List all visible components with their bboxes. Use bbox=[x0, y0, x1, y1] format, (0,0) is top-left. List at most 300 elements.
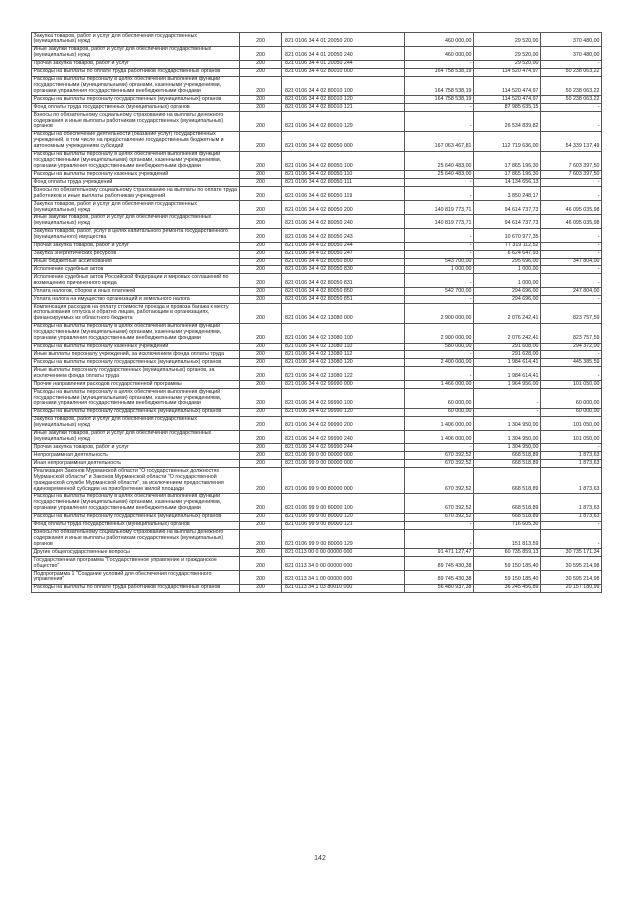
row-executed-amount: 1 000,00 bbox=[474, 274, 541, 288]
table-row bbox=[32, 250, 602, 258]
row-name: Расходы на выплаты персоналу государственных (муниципальных) органов bbox=[32, 96, 240, 104]
row-executed-amount: 2 076 242,41 bbox=[474, 304, 541, 324]
row-unexecuted-amount: - bbox=[541, 444, 602, 452]
row-classification-code: 821 0106 34 4 02 80050 240 bbox=[282, 214, 405, 228]
row-classification-code: 821 0106 99 9 00 80000 100 bbox=[282, 493, 405, 513]
table-row bbox=[32, 493, 602, 513]
row-approved-amount: 1 406 000,00 bbox=[405, 430, 474, 444]
row-classification-code: 821 0106 99 9 00 80000 000 bbox=[282, 468, 405, 494]
row-executed-amount: 114 520 474,97 bbox=[474, 96, 541, 104]
row-classification-code: 821 0106 34 4 02 13080 110 bbox=[282, 343, 405, 351]
row-code: 200 bbox=[240, 250, 282, 258]
row-name: Расходы на выплаты персоналу в целях обеспечения выполнения функций государственными (муниципальными) органами, казенными учреждениями, органами управления государственными внебюджетными фондами bbox=[32, 389, 240, 409]
row-code: 200 bbox=[240, 584, 282, 592]
table-row bbox=[32, 46, 602, 60]
row-classification-code: 821 0106 34 4 02 80050 243 bbox=[282, 228, 405, 242]
row-classification-code: 821 0106 34 4 02 80050 000 bbox=[282, 131, 405, 151]
row-code: 200 bbox=[240, 367, 282, 381]
row-name: Иные выплаты персоналу государственных (муниципальных) органов, за исключением фонда оплаты труда bbox=[32, 367, 240, 381]
row-classification-code: 821 0113 34 0 00 00000 000 bbox=[282, 557, 405, 571]
row-name: Расходы на выплаты персоналу казенных учреждений bbox=[32, 171, 240, 179]
table-row bbox=[32, 112, 602, 132]
table-row bbox=[32, 549, 602, 557]
row-unexecuted-amount: 1 873,63 bbox=[541, 452, 602, 460]
row-approved-amount: 60 000,00 bbox=[405, 389, 474, 409]
row-unexecuted-amount: 7 603 397,50 bbox=[541, 171, 602, 179]
row-unexecuted-amount: 1 873,63 bbox=[541, 513, 602, 521]
table-row bbox=[32, 68, 602, 76]
row-approved-amount: - bbox=[405, 274, 474, 288]
row-approved-amount: 140 819 773,71 bbox=[405, 201, 474, 215]
table-row bbox=[32, 351, 602, 359]
row-classification-code: 821 0106 34 4 02 80050 800 bbox=[282, 258, 405, 266]
row-code: 200 bbox=[240, 242, 282, 250]
row-executed-amount: 294 696,00 bbox=[474, 288, 541, 296]
row-approved-amount: 56 480 937,38 bbox=[405, 584, 474, 592]
row-code: 200 bbox=[240, 323, 282, 343]
row-name: Фонд оплаты труда учреждений bbox=[32, 179, 240, 187]
row-code: 200 bbox=[240, 416, 282, 430]
row-approved-amount: 1 466 000,00 bbox=[405, 381, 474, 389]
row-name: Иные бюджетные ассигнования bbox=[32, 258, 240, 266]
row-code: 200 bbox=[240, 493, 282, 513]
row-name: Закупка энергетических ресурсов bbox=[32, 250, 240, 258]
row-executed-amount: 17 865 196,30 bbox=[474, 151, 541, 171]
row-executed-amount: 3 850 248,17 bbox=[474, 187, 541, 201]
row-code: 200 bbox=[240, 228, 282, 242]
row-unexecuted-amount: 50 238 063,22 bbox=[541, 68, 602, 76]
table-row bbox=[32, 288, 602, 296]
row-classification-code: 821 0106 34 4 02 99990 120 bbox=[282, 408, 405, 416]
row-unexecuted-amount: 1 873,63 bbox=[541, 493, 602, 513]
row-name: Исполнение судебных актов Российской Федерации и мировых соглашений по возмещению причиненного вреда bbox=[32, 274, 240, 288]
row-classification-code: 821 0106 99 9 00 80000 121 bbox=[282, 521, 405, 529]
table-row bbox=[32, 258, 602, 266]
row-unexecuted-amount: 101 050,00 bbox=[541, 381, 602, 389]
row-executed-amount: 668 518,89 bbox=[474, 513, 541, 521]
row-name: Уплата налога на имущество организаций и земельного налога bbox=[32, 296, 240, 304]
row-name: Закупка товаров, работ и услуг для обеспечения государственных (муниципальных) нужд bbox=[32, 416, 240, 430]
row-unexecuted-amount: 370 480,00 bbox=[541, 46, 602, 60]
row-executed-amount: 26 534 839,82 bbox=[474, 112, 541, 132]
row-code: 200 bbox=[240, 513, 282, 521]
table-row bbox=[32, 242, 602, 250]
row-name: Прочая закупка товаров, работ и услуг bbox=[32, 60, 240, 68]
row-executed-amount: 291 608,00 bbox=[474, 343, 541, 351]
row-classification-code: 821 0106 34 4 02 80050 851 bbox=[282, 296, 405, 304]
row-name: Расходы на выплаты персоналу в целях обеспечения выполнения функций государственными (муниципальными) органами, казенными учреждениями, органами управления государственными внебюджетными фондами bbox=[32, 323, 240, 343]
row-unexecuted-amount: - bbox=[541, 179, 602, 187]
table-row bbox=[32, 151, 602, 171]
row-unexecuted-amount: 54 339 137,49 bbox=[541, 131, 602, 151]
row-code: 200 bbox=[240, 549, 282, 557]
row-executed-amount: 668 518,89 bbox=[474, 460, 541, 468]
row-executed-amount: 77 319 112,52 bbox=[474, 242, 541, 250]
row-classification-code: 821 0106 34 4 02 80010 120 bbox=[282, 96, 405, 104]
row-code: 200 bbox=[240, 343, 282, 351]
row-approved-amount: - bbox=[405, 351, 474, 359]
row-name: Иные выплаты персоналу учреждений, за исключением фонда оплаты труда bbox=[32, 351, 240, 359]
row-unexecuted-amount: 60 000,00 bbox=[541, 408, 602, 416]
row-approved-amount: - bbox=[405, 187, 474, 201]
table-row bbox=[32, 201, 602, 215]
row-classification-code: 821 0106 34 4 02 80050 247 bbox=[282, 250, 405, 258]
row-code: 200 bbox=[240, 60, 282, 68]
row-approved-amount: 542 700,00 bbox=[405, 288, 474, 296]
row-unexecuted-amount: - bbox=[541, 112, 602, 132]
row-classification-code: 821 0106 34 4 01 20050 200 bbox=[282, 33, 405, 47]
table-row bbox=[32, 430, 602, 444]
row-classification-code: 821 0106 34 4 02 99990 000 bbox=[282, 381, 405, 389]
row-executed-amount: 29 520,00 bbox=[474, 60, 541, 68]
row-classification-code: 821 0106 34 4 02 80050 100 bbox=[282, 151, 405, 171]
row-approved-amount: 164 758 538,19 bbox=[405, 96, 474, 104]
row-name: Фонд оплаты труда государственных (муниципальных) органов bbox=[32, 521, 240, 529]
row-name: Фонд оплаты труда государственных (муниципальных) органов bbox=[32, 104, 240, 112]
table-row bbox=[32, 76, 602, 96]
row-classification-code: 821 0113 34 1 00 00000 000 bbox=[282, 571, 405, 585]
row-approved-amount: 1 000,00 bbox=[405, 266, 474, 274]
row-classification-code: 821 0106 34 4 02 80050 110 bbox=[282, 171, 405, 179]
row-unexecuted-amount: 247 804,00 bbox=[541, 288, 602, 296]
row-executed-amount: - bbox=[474, 389, 541, 409]
row-code: 200 bbox=[240, 33, 282, 47]
row-code: 200 bbox=[240, 187, 282, 201]
row-code: 200 bbox=[240, 288, 282, 296]
row-classification-code: 821 0106 34 4 01 20050 244 bbox=[282, 60, 405, 68]
row-unexecuted-amount: 347 804,00 bbox=[541, 258, 602, 266]
row-unexecuted-amount: 30 595 214,98 bbox=[541, 557, 602, 571]
table-row bbox=[32, 521, 602, 529]
row-approved-amount: 25 640 483,00 bbox=[405, 151, 474, 171]
row-unexecuted-amount: - bbox=[541, 351, 602, 359]
row-approved-amount: - bbox=[405, 60, 474, 68]
row-executed-amount: 94 614 737,73 bbox=[474, 201, 541, 215]
row-name: Прочие направления расходов государственной программы bbox=[32, 381, 240, 389]
row-approved-amount: 670 392,52 bbox=[405, 468, 474, 494]
row-approved-amount: - bbox=[405, 367, 474, 381]
row-classification-code: 821 0106 34 4 02 13080 000 bbox=[282, 304, 405, 324]
row-approved-amount: - bbox=[405, 250, 474, 258]
table-row bbox=[32, 408, 602, 416]
row-unexecuted-amount: - bbox=[541, 266, 602, 274]
row-name: Реализация Законов Мурманской области "О государственных должностях Мурманской области" и Законов Мурманской области "О государственной гражданской службе Мурманской области", за исключением предоставления единовременной субсидии на приобретение жилой площади bbox=[32, 468, 240, 494]
row-code: 200 bbox=[240, 444, 282, 452]
row-executed-amount: 716 605,30 bbox=[474, 521, 541, 529]
row-code: 200 bbox=[240, 521, 282, 529]
row-code: 200 bbox=[240, 296, 282, 304]
row-approved-amount: 91 471 127,47 bbox=[405, 549, 474, 557]
row-approved-amount: - bbox=[405, 444, 474, 452]
row-approved-amount: 460 000,00 bbox=[405, 46, 474, 60]
row-name: Расходы на выплаты по оплате труда работников государственных органов bbox=[32, 68, 240, 76]
row-unexecuted-amount: 7 603 397,50 bbox=[541, 151, 602, 171]
row-approved-amount: 2 400 000,00 bbox=[405, 359, 474, 367]
row-approved-amount: - bbox=[405, 104, 474, 112]
row-unexecuted-amount: - bbox=[541, 274, 602, 288]
row-name: Расходы на выплаты персоналу государственных (муниципальных) органов bbox=[32, 513, 240, 521]
row-name: Взносы по обязательному социальному страхованию на выплаты денежного содержания и иные выплаты работникам государственных (муниципальных) органов bbox=[32, 112, 240, 132]
row-name: Уплата налогов, сборов и иных платежей bbox=[32, 288, 240, 296]
table-row bbox=[32, 323, 602, 343]
row-classification-code: 821 0106 34 4 02 13080 100 bbox=[282, 323, 405, 343]
row-unexecuted-amount: - bbox=[541, 529, 602, 549]
row-code: 200 bbox=[240, 214, 282, 228]
table-row bbox=[32, 179, 602, 187]
row-approved-amount: 60 000,00 bbox=[405, 408, 474, 416]
row-unexecuted-amount: 294 372,00 bbox=[541, 343, 602, 351]
table-row bbox=[32, 214, 602, 228]
row-unexecuted-amount: - bbox=[541, 242, 602, 250]
row-approved-amount: - bbox=[405, 228, 474, 242]
row-code: 200 bbox=[240, 381, 282, 389]
row-unexecuted-amount: 46 095 035,98 bbox=[541, 201, 602, 215]
row-classification-code: 821 0106 34 4 02 80050 830 bbox=[282, 266, 405, 274]
table-row bbox=[32, 381, 602, 389]
row-executed-amount: 291 628,00 bbox=[474, 351, 541, 359]
row-name: Расходы на выплаты персоналу казенных учреждений bbox=[32, 343, 240, 351]
row-approved-amount: 580 000,00 bbox=[405, 343, 474, 351]
row-executed-amount: 294 696,00 bbox=[474, 296, 541, 304]
row-approved-amount: 1 406 000,00 bbox=[405, 416, 474, 430]
row-unexecuted-amount: 20 157 180,99 bbox=[541, 584, 602, 592]
row-classification-code: 821 0106 34 4 02 80050 850 bbox=[282, 288, 405, 296]
row-executed-amount: 14 134 656,13 bbox=[474, 179, 541, 187]
row-executed-amount: 94 614 737,73 bbox=[474, 214, 541, 228]
row-classification-code: 821 0106 99 9 00 80000 129 bbox=[282, 529, 405, 549]
row-classification-code: 821 0106 34 4 02 99990 244 bbox=[282, 444, 405, 452]
row-approved-amount: - bbox=[405, 179, 474, 187]
row-name: Непрограммная деятельность bbox=[32, 452, 240, 460]
row-name: Расходы на выплаты персоналу в целях обеспечения выполнения функций государственными (муниципальными) органами, казенными учреждениями, органами управления государственными внебюджетными фондами bbox=[32, 76, 240, 96]
row-executed-amount: 36 245 456,89 bbox=[474, 584, 541, 592]
row-executed-amount: 1 984 614,41 bbox=[474, 359, 541, 367]
row-executed-amount: 59 150 185,40 bbox=[474, 571, 541, 585]
table-row bbox=[32, 131, 602, 151]
row-unexecuted-amount: 823 757,59 bbox=[541, 304, 602, 324]
row-approved-amount: - bbox=[405, 112, 474, 132]
row-code: 200 bbox=[240, 46, 282, 60]
row-name: Взносы по обязательному социальному страхованию на выплаты денежного содержания и иные выплаты работникам государственных (муниципальных) органов bbox=[32, 529, 240, 549]
table-row bbox=[32, 444, 602, 452]
row-unexecuted-amount: 60 000,00 bbox=[541, 389, 602, 409]
row-classification-code: 821 0106 34 4 02 80010 121 bbox=[282, 104, 405, 112]
row-approved-amount: 89 745 430,38 bbox=[405, 571, 474, 585]
row-name: Другие общегосударственные вопросы bbox=[32, 549, 240, 557]
row-executed-amount: 668 518,89 bbox=[474, 468, 541, 494]
row-unexecuted-amount: - bbox=[541, 104, 602, 112]
row-approved-amount: 670 392,52 bbox=[405, 513, 474, 521]
table-row bbox=[32, 367, 602, 381]
table-row bbox=[32, 571, 602, 585]
row-executed-amount: 1 964 956,00 bbox=[474, 381, 541, 389]
row-code: 200 bbox=[240, 304, 282, 324]
row-name: Иные закупки товаров, работ и услуг для обеспечения государственных (муниципальных) нужд bbox=[32, 430, 240, 444]
table-body bbox=[32, 33, 602, 593]
row-code: 200 bbox=[240, 151, 282, 171]
row-code: 200 bbox=[240, 529, 282, 549]
row-code: 200 bbox=[240, 571, 282, 585]
row-code: 200 bbox=[240, 258, 282, 266]
budget-execution-table bbox=[31, 32, 602, 593]
row-approved-amount: 2 900 000,00 bbox=[405, 304, 474, 324]
row-classification-code: 821 0106 34 4 02 99990 200 bbox=[282, 416, 405, 430]
row-approved-amount: 164 758 538,19 bbox=[405, 76, 474, 96]
row-name: Исполнение судебных актов bbox=[32, 266, 240, 274]
row-classification-code: 821 0106 34 4 01 20050 240 bbox=[282, 46, 405, 60]
row-code: 200 bbox=[240, 430, 282, 444]
row-unexecuted-amount: - bbox=[541, 228, 602, 242]
row-classification-code: 821 0106 34 4 02 80050 831 bbox=[282, 274, 405, 288]
row-name: Закупка товаров, работ, услуг в целях капитального ремонта государственного (муниципального) имущества bbox=[32, 228, 240, 242]
row-unexecuted-amount: 101 050,00 bbox=[541, 430, 602, 444]
row-unexecuted-amount: - bbox=[541, 521, 602, 529]
row-executed-amount: 1 000,00 bbox=[474, 266, 541, 274]
row-unexecuted-amount: - bbox=[541, 250, 602, 258]
row-code: 200 bbox=[240, 131, 282, 151]
table-row bbox=[32, 584, 602, 592]
table-row bbox=[32, 557, 602, 571]
row-classification-code: 821 0106 34 4 02 80050 200 bbox=[282, 201, 405, 215]
row-code: 200 bbox=[240, 201, 282, 215]
row-name: Расходы на выплаты по оплате труда работников государственных органов bbox=[32, 584, 240, 592]
row-executed-amount: 1 304 950,00 bbox=[474, 416, 541, 430]
table-row bbox=[32, 416, 602, 430]
table-row bbox=[32, 452, 602, 460]
row-classification-code: 821 0106 34 4 02 80050 119 bbox=[282, 187, 405, 201]
row-executed-amount: 2 076 242,41 bbox=[474, 323, 541, 343]
row-name: Расходы на обеспечение деятельности (оказание услуг) государственных учреждений, в том числе на предоставление государственным бюджетным и автономным учреждениям субсидий bbox=[32, 131, 240, 151]
row-approved-amount: 670 392,52 bbox=[405, 460, 474, 468]
table-row bbox=[32, 33, 602, 47]
row-code: 200 bbox=[240, 557, 282, 571]
row-code: 200 bbox=[240, 96, 282, 104]
row-executed-amount: 29 520,00 bbox=[474, 46, 541, 60]
row-approved-amount: 167 063 467,81 bbox=[405, 131, 474, 151]
row-name: Расходы на выплаты персоналу в целях обеспечения выполнения функций государственными (муниципальными) органами, казенными учреждениями, органами управления государственными внебюджетными фондами bbox=[32, 151, 240, 171]
row-name: Компенсация расходов на оплату стоимости проезда и провоза багажа к месту использования отпуска и обратно лицам, работающим в организациях, финансируемых из областного бюджета bbox=[32, 304, 240, 324]
row-code: 200 bbox=[240, 76, 282, 96]
row-unexecuted-amount: 445 385,59 bbox=[541, 359, 602, 367]
row-code: 200 bbox=[240, 68, 282, 76]
row-code: 200 bbox=[240, 359, 282, 367]
row-approved-amount: 543 700,00 bbox=[405, 258, 474, 266]
table-row bbox=[32, 274, 602, 288]
table-row bbox=[32, 296, 602, 304]
row-name: Расходы на выплаты персоналу государственных (муниципальных) органов bbox=[32, 408, 240, 416]
table-row bbox=[32, 529, 602, 549]
row-classification-code: 821 0106 34 4 02 80010 000 bbox=[282, 68, 405, 76]
row-code: 200 bbox=[240, 274, 282, 288]
row-executed-amount: 151 813,59 bbox=[474, 529, 541, 549]
row-approved-amount: - bbox=[405, 529, 474, 549]
row-executed-amount: 295 696,00 bbox=[474, 258, 541, 266]
row-name: Иная непрограммная деятельность bbox=[32, 460, 240, 468]
row-classification-code: 821 0106 34 4 02 99990 240 bbox=[282, 430, 405, 444]
row-executed-amount: 87 985 635,15 bbox=[474, 104, 541, 112]
row-approved-amount: 140 819 773,71 bbox=[405, 214, 474, 228]
row-code: 200 bbox=[240, 408, 282, 416]
table-row bbox=[32, 171, 602, 179]
table-row bbox=[32, 304, 602, 324]
table-row bbox=[32, 96, 602, 104]
row-classification-code: 821 0106 34 4 02 13080 122 bbox=[282, 367, 405, 381]
row-approved-amount: 164 758 538,19 bbox=[405, 68, 474, 76]
row-name: Закупка товаров, работ и услуг для обеспечения государственных (муниципальных) нужд bbox=[32, 201, 240, 215]
row-executed-amount: 59 150 185,40 bbox=[474, 557, 541, 571]
row-name: Прочая закупка товаров, работ и услуг bbox=[32, 242, 240, 250]
row-name: Взносы по обязательному социальному страхованию на выплаты по оплате труда работников и иные выплаты работникам учреждений bbox=[32, 187, 240, 201]
row-executed-amount: 1 304 950,00 bbox=[474, 444, 541, 452]
table-row bbox=[32, 359, 602, 367]
row-executed-amount: 6 624 647,93 bbox=[474, 250, 541, 258]
row-approved-amount: - bbox=[405, 296, 474, 304]
row-approved-amount: - bbox=[405, 521, 474, 529]
row-classification-code: 821 0113 00 0 00 00000 000 bbox=[282, 549, 405, 557]
table-row bbox=[32, 228, 602, 242]
row-classification-code: 821 0106 99 9 00 00000 000 bbox=[282, 460, 405, 468]
row-code: 200 bbox=[240, 389, 282, 409]
row-unexecuted-amount: - bbox=[541, 296, 602, 304]
row-code: 200 bbox=[240, 460, 282, 468]
row-name: Расходы на выплаты персоналу в целях обеспечения выполнения функций государственными (муниципальными) органами, казенными учреждениями, органами управления государственными внебюджетными фондами bbox=[32, 493, 240, 513]
row-classification-code: 821 0106 34 4 02 80010 100 bbox=[282, 76, 405, 96]
row-executed-amount: 1 304 950,00 bbox=[474, 430, 541, 444]
row-code: 200 bbox=[240, 452, 282, 460]
row-code: 200 bbox=[240, 104, 282, 112]
row-name: Прочая закупка товаров, работ и услуг bbox=[32, 444, 240, 452]
row-executed-amount: - bbox=[474, 408, 541, 416]
row-approved-amount: - bbox=[405, 242, 474, 250]
row-unexecuted-amount: 1 873,63 bbox=[541, 468, 602, 494]
row-code: 200 bbox=[240, 171, 282, 179]
row-approved-amount: 25 640 483,00 bbox=[405, 171, 474, 179]
row-executed-amount: 10 670 977,35 bbox=[474, 228, 541, 242]
row-classification-code: 821 0106 34 4 02 80050 244 bbox=[282, 242, 405, 250]
row-name: Закупка товаров, работ и услуг для обеспечения государственных (муниципальных) нужд bbox=[32, 33, 240, 47]
row-classification-code: 821 0106 34 4 02 99990 100 bbox=[282, 389, 405, 409]
row-classification-code: 821 0113 34 1 03 80010 000 bbox=[282, 584, 405, 592]
row-classification-code: 821 0106 34 4 02 80050 111 bbox=[282, 179, 405, 187]
row-classification-code: 821 0106 34 4 02 80010 129 bbox=[282, 112, 405, 132]
row-unexecuted-amount: 823 757,59 bbox=[541, 323, 602, 343]
row-executed-amount: 114 520 474,97 bbox=[474, 68, 541, 76]
row-code: 200 bbox=[240, 112, 282, 132]
table-row bbox=[32, 343, 602, 351]
row-executed-amount: 17 865 196,30 bbox=[474, 171, 541, 179]
row-unexecuted-amount: 46 095 035,98 bbox=[541, 214, 602, 228]
row-classification-code: 821 0106 99 0 00 00000 000 bbox=[282, 452, 405, 460]
table-row bbox=[32, 104, 602, 112]
table-row bbox=[32, 513, 602, 521]
row-code: 200 bbox=[240, 351, 282, 359]
row-executed-amount: 1 984 614,41 bbox=[474, 367, 541, 381]
row-executed-amount: 668 518,89 bbox=[474, 452, 541, 460]
row-approved-amount: 2 900 000,00 bbox=[405, 323, 474, 343]
table-row bbox=[32, 60, 602, 68]
row-unexecuted-amount: 50 238 063,22 bbox=[541, 96, 602, 104]
table-row bbox=[32, 460, 602, 468]
row-code: 200 bbox=[240, 266, 282, 274]
row-unexecuted-amount: 1 873,63 bbox=[541, 460, 602, 468]
row-name: Иные закупки товаров, работ и услуг для обеспечения государственных (муниципальных) нужд bbox=[32, 46, 240, 60]
row-unexecuted-amount: - bbox=[541, 187, 602, 201]
row-approved-amount: 670 392,52 bbox=[405, 493, 474, 513]
row-name: Государственная программа "Государственное управление и гражданское общество" bbox=[32, 557, 240, 571]
row-unexecuted-amount: 50 238 063,22 bbox=[541, 76, 602, 96]
table-row bbox=[32, 187, 602, 201]
row-unexecuted-amount: 30 735 171,34 bbox=[541, 549, 602, 557]
